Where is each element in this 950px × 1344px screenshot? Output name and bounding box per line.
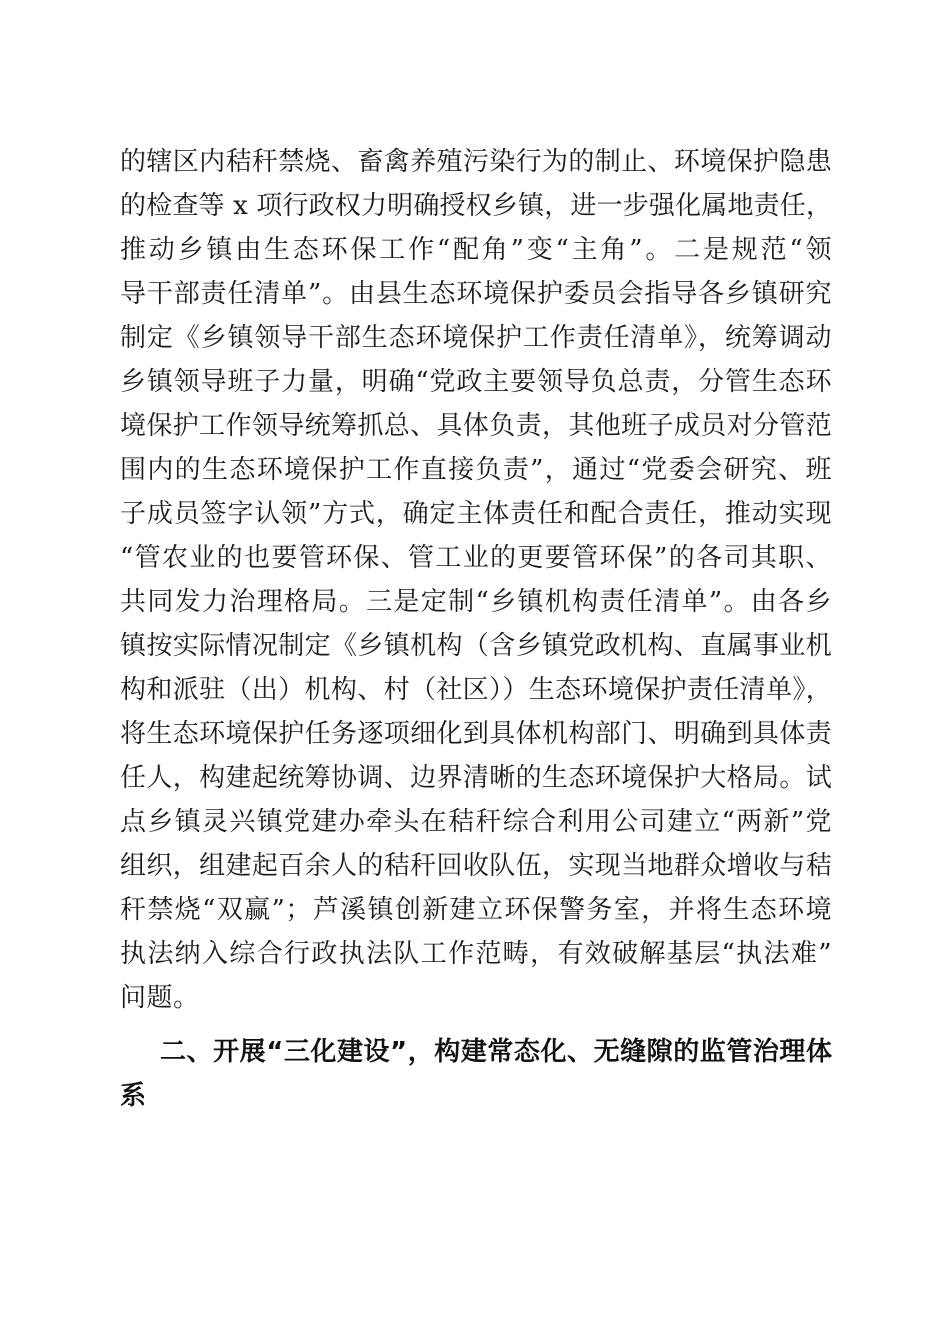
paragraph-line: 执法纳入综合行政执法队工作范畴，有效破解基层“执法难” <box>120 939 832 969</box>
paragraph-line: 组织，组建起百余人的秸秆回收队伍，实现当地群众增收与秸 <box>120 851 832 881</box>
paragraph-line: 导干部责任清单”。由县生态环境保护委员会指导各乡镇研究 <box>120 279 832 309</box>
paragraph-line: 任人，构建起统筹协调、边界清晰的生态环境保护大格局。试 <box>120 763 832 793</box>
paragraph-line: 推动乡镇由生态环保工作“配角”变“主角”。二是规范“领 <box>120 235 832 265</box>
paragraph-line: 子成员签字认领”方式，确定主体责任和配合责任，推动实现 <box>120 499 832 529</box>
paragraph-line: “管农业的也要管环保、管工业的更要管环保”的各司其职、 <box>120 543 832 573</box>
paragraph-line: 构和派驻（出）机构、村（社区））生态环境保护责任清单》， <box>120 675 832 705</box>
paragraph-line: 围内的生态环境保护工作直接负责”，通过“党委会研究、班 <box>120 455 832 485</box>
paragraph-line: 的辖区内秸秆禁烧、畜禽养殖污染行为的制止、环境保护隐患 <box>120 147 832 177</box>
paragraph-line: 制定《乡镇领导干部生态环境保护工作责任清单》，统筹调动 <box>120 323 832 353</box>
paragraph-line: 将生态环境保护任务逐项细化到具体机构部门、明确到具体责 <box>120 719 832 749</box>
document-body <box>120 140 832 1118</box>
section-heading-line: 系 <box>120 1081 147 1111</box>
paragraph-line: 境保护工作领导统筹抓总、具体负责，其他班子成员对分管范 <box>120 411 832 441</box>
paragraph-line: 点乡镇灵兴镇党建办牵头在秸秆综合利用公司建立“两新”党 <box>120 807 832 837</box>
body-paragraph <box>120 140 832 1020</box>
paragraph-line: 问题。 <box>120 983 200 1013</box>
paragraph-line: 的检查等 x 项行政权力明确授权乡镇，进一步强化属地责任， <box>120 191 832 221</box>
paragraph-line: 乡镇领导班子力量，明确“党政主要领导负总责，分管生态环 <box>120 367 832 397</box>
paragraph-line: 共同发力治理格局。三是定制“乡镇机构责任清单”。由各乡 <box>120 587 832 617</box>
section-heading <box>120 1030 832 1118</box>
section-heading-line: 二、开展“三化建设”，构建常态化、无缝隙的监管治理体 <box>160 1037 832 1067</box>
paragraph-line: 镇按实际情况制定《乡镇机构（含乡镇党政机构、直属事业机 <box>120 631 832 661</box>
paragraph-line: 秆禁烧“双赢”；芦溪镇创新建立环保警务室，并将生态环境 <box>120 895 832 925</box>
